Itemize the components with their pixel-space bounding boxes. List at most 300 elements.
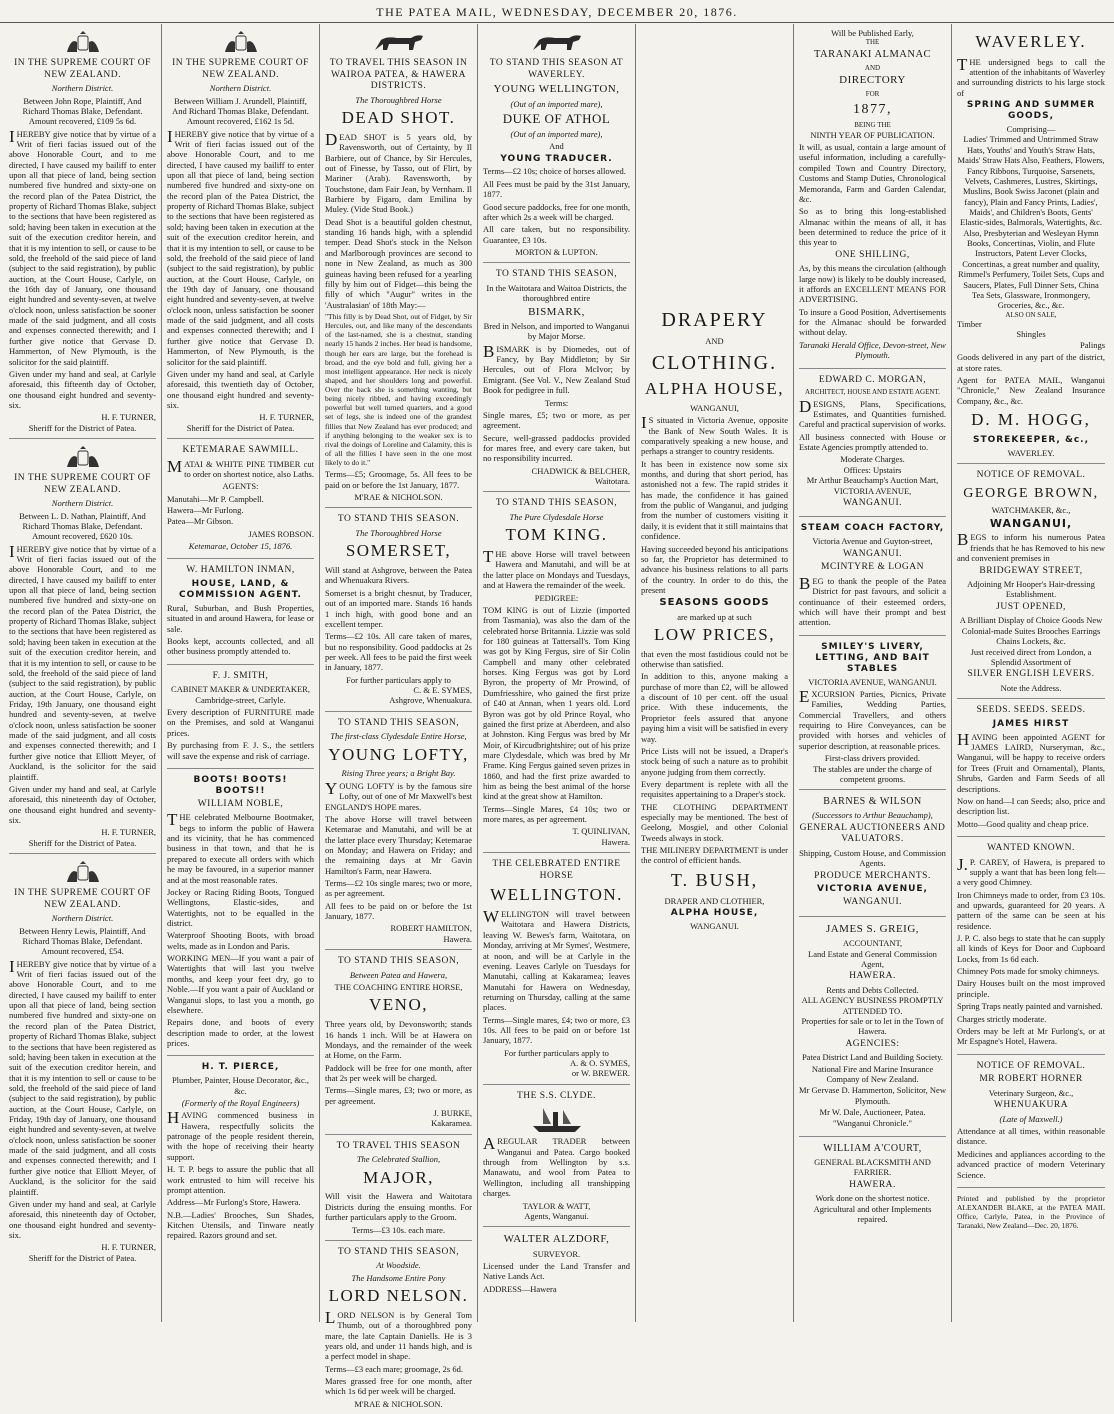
office: Sheriff for the District of Patea.: [186, 422, 295, 433]
ad-heading: NOTICE OF REMOVAL.: [976, 470, 1086, 481]
terms: Terms—Single Mares, £4 10s; two or more mares, as per agreement.: [483, 803, 630, 825]
house-name: ALPHA HOUSE,: [645, 379, 784, 399]
list-item: Mr Gervase D. Hammerton, Solicitor, New Plymouth.: [799, 1085, 946, 1106]
ad-body: Will visit the Hawera and Waitotara Districts during the ensuing months. For further particulars apply to the Groom.: [325, 1191, 472, 1223]
ad-name: F. J. SMITH,: [212, 670, 269, 681]
horse-name-2: DUKE OF ATHOL: [502, 110, 611, 126]
office: Sheriff for the District of Patea.: [28, 1252, 137, 1263]
note: Note the Address.: [1000, 682, 1062, 693]
ad-name: W. HAMILTON INMAN,: [186, 565, 295, 576]
column-6: [794, 24, 952, 1322]
and: And: [549, 141, 564, 152]
ad-title: SURVEYOR.: [532, 1248, 581, 1259]
ad-body-8: Orders may be left at Mr Furlong's, or at Mr Espagne's Hotel, Hawera.: [957, 1025, 1105, 1047]
ad-heading: TO STAND THIS SEASON,: [337, 717, 460, 728]
office: Sheriff for the District of Patea.: [28, 837, 137, 848]
agencies-heading: AGENCIES:: [845, 1038, 900, 1049]
parties: Between Henry Lewis, Plaintiff, And Richard Thomas Blake, Defendant.: [19, 925, 146, 946]
ad-body: EXCURSION Parties, Picnics, Private Families, Wedding Parties, Commercial Travellers, and others requiring to Hire Conveyances, can be provided with horses and vehicles of superior description, at reasonable prices.: [799, 687, 946, 751]
ad-body-2: So as to bring this long-established Almanac within the means of all, it has been determined to reduce the price of it this year to: [799, 206, 946, 248]
terms: Terms—£3 10s. each mare.: [351, 1224, 446, 1235]
ad-body-3: Having succeeded beyond his anticipations so far, the Proprietor has determined to advance his business relations to all parts of the country. In order to do this, the present: [641, 543, 788, 595]
brown-ad: [957, 464, 1105, 699]
goods-list: Ladies' Trimmed and Untrimmed Straw Hats, Youths' and Youth's Straw Hats, Maids' Straw Hats Also, Feathers, Flowers, Fancy Ribbons, Turquoise, Sarsenets, Velvets, Cashmeres, Lustres, Skirtings, Muslins, Book Swiss Jaconet (plain and fancy), Plain and Fancy Prints, Ladies', Maids', and Children's Boots, Gents' Elastic-sides, Balmorals, Watertights, &c.: [957, 134, 1105, 228]
nb: N.B.—Ladies' Brooches, Sun Shades, Kitchen Utensils, and Tinware neatly repaired. Razors ground and set.: [167, 1209, 314, 1241]
ad-body: Three years old, by Devonsworth; stands 16 hands 1 inch. Will be at Hawera on Mondays, and the remainder of the week at Home, on the Farm.: [325, 1019, 472, 1061]
ad-body-7: Charges strictly moderate.: [957, 1013, 1047, 1024]
ad-body-2: The above Horse will travel between Ketemarae and Manutahi, and will be at the latter place every Thursday; Ketemarae on Monday; and Hawera on Friday; and the remaining days at Mr Gavin Hamilton's Farm, near Hawera.: [325, 813, 472, 876]
comprising: Comprising—: [1006, 124, 1056, 135]
column-1: [4, 24, 162, 1322]
directory: DIRECTORY: [839, 74, 906, 87]
ad-body-2: Adjoining Mr Hooper's Hair-dressing Establishment.: [967, 579, 1095, 600]
district: Northern District.: [209, 83, 272, 94]
place: Hawera.: [601, 836, 630, 847]
pierce-ad: [167, 1056, 314, 1247]
ad-body: Attendance at all times, within reasonable distance.: [957, 1126, 1105, 1147]
ad-sub: The Thoroughbred Horse: [355, 527, 442, 538]
ad-heading: KETEMARAE SAWMILL.: [182, 445, 299, 456]
terms: Terms—£2 10s. All care taken of mares, but no responsibility. Good paddocks at 2s per week. All fees to be paid the first week in January, 1877.: [325, 631, 472, 673]
ad-body: THE celebrated Melbourne Bootmaker, begs to inform the public of Hawera and its vicinity, that he has commenced business in that town, and that he is prepared to execute all orders with which he may be favoured, in a superior manner and at the most reasonable rates.: [167, 810, 314, 885]
ad-body-2: Good secure paddocks, free for one month, after which 2s a week will be charged.: [483, 201, 630, 222]
ad-name: MCINTYRE & LOGAN: [821, 562, 924, 573]
ad-name: JAMES HIRST: [992, 718, 1070, 729]
ad-heading: Will be Published Early,: [831, 28, 914, 38]
column-2: [162, 24, 320, 1322]
owner-title: DRAPER AND CLOTHIER,: [664, 895, 765, 906]
price: ONE SHILLING,: [835, 249, 910, 260]
ad-sub: Between Patea and Hawera,: [349, 969, 448, 980]
court-title: IN THE SUPREME COURT OF NEW ZEALAND.: [14, 473, 151, 495]
ad-body: Rural, Suburban, and Bush Properties, situated in and around Hawera, for lease or sale.: [167, 602, 314, 634]
ad-sub: The Celebrated Stallion,: [356, 1154, 441, 1165]
list-item: National Fire and Marine Insurance Company of New Zealand.: [811, 1063, 934, 1084]
list-item: Patea District Land and Building Society.: [801, 1052, 944, 1063]
place: Waitotara.: [595, 476, 630, 487]
hogg-ad: [957, 24, 1105, 464]
ad-body: Every description of FURNITURE made on the Premises, and sold at Wanganui prices.: [167, 707, 314, 738]
ad-title: ARCHITECT, HOUSE AND ESTATE AGENT.: [805, 388, 940, 397]
ad-body-3: Properties for sale or to let in the Town of Hawera.: [801, 1015, 944, 1037]
notice-body: IHEREBY give notice that by virtue of a Writ of fieri facias issued out of the above Honorable Court, and to me directed, I have caused my bailiff to enter upon all that piece of land, being section numbered five hundred and sixty-one on the record plan of the Patea District, the property of Richard Thomas Blake, subject to the sections that have been registered as sold; having been taken in execution at the suit of the execution creditor herein, and that it is my intention to sell, or cause to be sold, the freehold of the said piece of land (subject to the said registration), by public auction, at the Court House, Carlyle, on the 16th day of January, one thousand eight hundred and seventy-seven, at twelve o'clock noon, unless satisfaction be sooner made of the said judgment, and all costs and expenses connected therewith; and I further give notice that Gervase D. Hammerton, of New Plymouth, is the solicitor for the said plaintiff.: [9, 126, 156, 367]
ad-body: It will, as usual, contain a large amount of useful information, including a carefully-compiled Town and Country Directory, Customs and Stamp Duties, Chronological Memoranda, Farm and Garden Calendar, &c.: [799, 142, 946, 204]
place: WANGANUI,: [690, 402, 739, 413]
ad-body-4: Just received direct from London, a Splendid Assortment of: [970, 646, 1092, 667]
signature: J. BURKE,: [433, 1108, 472, 1119]
horse-name: VENO,: [369, 995, 428, 1015]
ad-sub: (Out of an imported mare),: [510, 98, 603, 109]
ad-body-2: Iron Chimneys made to order, from £3 10s. and upwards, guaranteed for 20 years. A pattern of the same can be seen at his residence.: [957, 889, 1105, 931]
place: WANGANUI,: [989, 517, 1073, 531]
ad-sub: (Late of Maxwell.): [999, 1113, 1063, 1124]
ad-sub-2: (Out of an imported mare),: [510, 128, 603, 139]
ad-body: MATAI & WHITE PINE TIMBER cut to order on shortest notice, also Laths.: [167, 456, 314, 479]
given: Given under my hand and seal, at Carlyle aforesaid, this fifteenth day of October, one thousand eight hundred and seventy-six.: [9, 368, 156, 410]
ad-body-2: By purchasing from F. J. S., the settlers will save the expense and risk of carriage.: [167, 740, 314, 761]
offices: Offices: Upstairs: [843, 464, 902, 475]
further: For further particulars apply to: [504, 1047, 609, 1058]
ad-body: LORD NELSON is by General Tom Thumb, out of a thoroughbred pony mare, the late Captain Daniells. He is 3 years old, and under 11 hands high, and is a perfect model in shape.: [325, 1307, 472, 1362]
ad-heading: TO STAND THIS SEASON,: [495, 269, 618, 280]
column-7: [952, 24, 1110, 1322]
ad-name: EDWARD C. MORGAN,: [818, 374, 927, 385]
signature: T. QUINLIVAN,: [572, 826, 630, 837]
ad-body-5: Repairs done, and boots of every description made to order, at the lowest prices.: [167, 1017, 314, 1048]
signature: H. F. TURNER,: [259, 412, 314, 423]
ad-sub-2: Rising Three years; a Bright Bay.: [341, 768, 456, 779]
marked: are marked up at such: [677, 611, 752, 622]
ad-heading: NOTICE OF REMOVAL.: [976, 1060, 1086, 1071]
ad-body-3: The stables are under the charge of competent grooms.: [813, 763, 932, 784]
terms: Terms—Single mares, £3; two or more, as per agreement.: [325, 1085, 472, 1106]
ad-body-8: THE CLOTHING DEPARTMENT especially may be mentioned. The best of Geelong, Mosgiel, and other Colonial Tweeds always in stock.: [641, 801, 788, 843]
ad-heading: THE S.S. CLYDE.: [516, 1090, 597, 1101]
horse-name: SOMERSET,: [345, 541, 452, 561]
ad-heading: TO STAND THIS SEASON AT WAVERLEY.: [489, 58, 624, 80]
signature-2: or W. BREWER.: [571, 1068, 630, 1079]
horner-ad: [957, 1055, 1105, 1188]
ad-heading: TO STAND THIS SEASON.: [337, 514, 460, 525]
ad-body-3: Moderate Charges.: [840, 454, 905, 465]
young-lofty-ad: [325, 712, 472, 950]
imprint: [957, 1188, 1105, 1238]
address: Address—Mr Furlong's Store, Hawera.: [167, 1197, 301, 1208]
major-ad: [325, 1135, 472, 1241]
court-notice-4: [167, 24, 314, 439]
list-item: "Wanganui Chronicle.": [833, 1118, 912, 1129]
ad-body: THE undersigned begs to call the attention of the inhabitants of Waverley and surrounding districts to his large stock of: [957, 54, 1105, 98]
ad-body-2: Paddock will be free for one month, after that 2s per week will be charged.: [325, 1062, 472, 1083]
ad-name: WILLIAM NOBLE,: [197, 798, 284, 809]
place: WANGANUI.: [842, 497, 903, 508]
and: AND: [705, 336, 724, 347]
ad-name: WILLIAM A'COURT,: [823, 1142, 922, 1154]
royal-arms-icon: [63, 30, 103, 56]
signature: C. & E. SYMES,: [413, 685, 472, 696]
ad-body-2: H. T. P. begs to assure the public that all work entrusted to him will receive his prompt attention.: [167, 1164, 314, 1195]
agent: Agent for PATEA MAIL, Wanganui "Chronicle," New Zealand Insurance Company, &c., &c.: [957, 374, 1105, 406]
district: Northern District.: [51, 498, 114, 509]
list-item: Mr W. Dale, Auctioneer, Patea.: [819, 1107, 926, 1118]
ad-body: DEAD SHOT is 5 years old, by Ravensworth, out of Certainty, by Il Barbiere, out of Chance, by Sir Hercules, out of Finesse, by Tasso, out of Flirt, by Mariner (Arab). Ravensworth, by Touchstone, dam Fair Jean, by Vernham. Il Barbiere by Figaro, dam Emilina by Muley. (Vide Stud Book.): [325, 129, 472, 215]
horse-name: MAJOR,: [363, 1167, 434, 1187]
columns: [4, 24, 1110, 1409]
ad-body-2: Agricultural and other Implements repaired.: [813, 1203, 932, 1224]
terms: Terms—Single mares, £4; two or more, £3 10s. All fees to be paid on or before 1st January, 1877.: [483, 1014, 630, 1046]
ad-heading: WAVERLEY.: [975, 32, 1087, 51]
ad-body: BEGS to inform his numerous Patea friends that he has Removed to his new and convenient premises in: [957, 530, 1105, 564]
horse-name-3: YOUNG TRADUCER.: [500, 153, 613, 164]
ad-name: D. M. HOGG,: [971, 409, 1091, 429]
dead-shot-ad: [325, 24, 472, 508]
ad-body: IS situated in Victoria Avenue, opposite the Bank of New South Wales. It is comparatively speaking a new house, and perhaps a stranger to country residents.: [641, 413, 788, 457]
timber: Timber: [957, 319, 982, 330]
ad-body-3: All care taken, but no responsibility. Guarantee, £3 10s.: [483, 224, 630, 245]
address: VICTORIA AVENUE,: [817, 884, 928, 895]
for: FOR: [865, 89, 880, 98]
ad-sub: At Woodside.: [376, 1260, 421, 1271]
signature: MORTON & LUPTON.: [515, 246, 598, 257]
court-title: IN THE SUPREME COURT OF NEW ZEALAND.: [14, 888, 151, 910]
signature: M'RAE & NICHOLSON.: [354, 492, 443, 503]
court-title: IN THE SUPREME COURT OF NEW ZEALAND.: [14, 58, 151, 80]
ad-body-3: A Brilliant Display of Choice Goods New Colonial-made Suites Brooches Earrings Chains Lockets, &c.: [959, 615, 1103, 647]
hirst-ad: [957, 699, 1105, 837]
ad-body-6: Spring Traps neatly painted and varnished.: [957, 1001, 1103, 1012]
ad-body-5: Dairy Houses built on the most improved principle.: [957, 978, 1105, 999]
terms: Terms—£2 10s single mares; two or more, as per agreement.: [325, 878, 472, 899]
place: WANGANUI.: [842, 548, 903, 559]
being: BEING THE: [854, 121, 891, 130]
signature: TAYLOR & WATT,: [522, 1200, 591, 1211]
ad-body-2: Books kept, accounts collected, and all other business promptly attended to.: [167, 636, 314, 657]
ad-title: Veterinary Surgeon, &c.,: [988, 1087, 1074, 1098]
horse-name: LORD NELSON.: [328, 1286, 469, 1306]
ad-body-7: Every department is replete with all the requisites appertaining to a Draper's stock.: [641, 778, 788, 800]
parties: Between John Rope, Plaintiff, And Richard Thomas Blake, Defendant.: [22, 95, 143, 116]
ad-body-4: To insure a Good Position, Advertisements for the Almanac should be forwarded without delay.: [799, 306, 946, 338]
inman-ad: [167, 559, 314, 664]
ad-title: CABINET MAKER & UNDERTAKER, Cambridge-street, Carlyle.: [171, 684, 310, 705]
alzdorf-ad: [483, 1227, 630, 1301]
ad-heading: BOOTS! BOOTS! BOOTS!!: [193, 774, 288, 796]
steamship-icon: [529, 1104, 585, 1134]
signature: H. F. TURNER,: [101, 412, 156, 423]
ad-sub: (Formerly of the Royal Engineers): [181, 1097, 300, 1108]
ad-title: HOUSE, LAND, & COMMISSION AGENT.: [179, 579, 302, 601]
court-notice-3: [9, 854, 156, 1268]
signature: A. & O. SYMES,: [570, 1058, 630, 1069]
ad-body: Licensed under the Land Transfer and Native Lands Act.: [483, 1261, 630, 1282]
opened: JUST OPENED,: [996, 601, 1066, 612]
ad-body-9: THE MILINERY DEPARTMENT is under the control of efficient hands.: [641, 845, 788, 866]
ad-body-2: Mares grassed free for one month, after which 1s 6d per week will be charged.: [325, 1376, 472, 1397]
notice-body: IHEREBY give notice that by virtue of a Writ of fieri facias issued out of the above Honorable Court, and to me directed, I have caused my bailiff to enter upon all that piece of land, being section numbered five hundred and sixty-one on the record plan of the Patea District, the property of Richard Thomas Blake, subject to the sections that have been registered as sold; having been taken in execution at the suit of the execution creditor herein, and that it is my intention to sell, or cause to be sold, the freehold of the said piece of land (subject to the said registration), by public auction, at the Court House, Carlyle, on Friday, 19th January, one thousand eight hundred and seventy-seven, at twelve o'clock noon, unless satisfaction be sooner made of the said judgment, and all costs and expenses connected therewith; and I further give notice that Elliott Meyer, of Auckland, is the solicitor for the said plaintiff.: [9, 541, 156, 782]
horse-name: TOM KING.: [505, 525, 608, 545]
ad-body-2: All business connected with House or Estate Agencies promptly attended to.: [799, 431, 946, 453]
acourt-ad: [799, 1137, 946, 1230]
ad-title: GENERAL BLACKSMITH AND FARRIER.: [814, 1156, 931, 1178]
ad-sub: In the Waitotara and Waitoa Districts, the thoroughbred entire: [486, 282, 627, 304]
coach-factory-ad: [799, 517, 946, 635]
clyde-ad: [483, 1085, 630, 1227]
low-prices: LOW PRICES,: [653, 624, 776, 644]
ad-body-2: Somerset is a bright chesnut, by Traducer, out of an imported mare. Stands 16 hands 1 inch high, with good bone and an excellent temper.: [325, 587, 472, 629]
ad-heading: STEAM COACH FACTORY,: [800, 523, 945, 534]
ad-body-4: Mr Arthur Beauchamp's Auction Mart, VICTORIA AVENUE,: [806, 475, 939, 496]
ad-heading: TO TRAVEL THIS SEASON: [336, 1140, 461, 1151]
address: ADDRESS—Hawera: [483, 1283, 557, 1294]
waverley-stallions-ad: [483, 24, 630, 263]
the: THE: [865, 38, 880, 47]
ad-body: HAVING commenced business in Hawera, respectfully solicits the patronage of the people resident therein, with the hope of receiving their hearty support.: [167, 1108, 314, 1162]
smiley-ad: [799, 636, 946, 791]
signature: H. F. TURNER,: [101, 1242, 156, 1253]
seeds-heading: SEEDS. SEEDS. SEEDS.: [976, 705, 1086, 716]
place: HAWERA.: [849, 1179, 896, 1190]
notice-body: IHEREBY give notice that by virtue of a Writ of fieri facias issued out of the above Honorable Court, and to me directed, I have caused my bailiff to enter upon all that piece of land, being section numbered five hundred and sixty-one on the record plan of the Patea District, the property of Richard Thomas Blake, subject to the sections that have been registered as sold; having been taken in execution at the suit of the execution creditor herein, and that it is my intention to sell, or cause to be sold, the freehold of the said piece of land (subject to the said registration), by public auction, at the Court House, Carlyle, on the 19th day of January, one thousand eight hundred and seventy-seven, at twelve o'clock noon, unless satisfaction be sooner made of the said judgment, and all costs and expenses connected therewith; and I further give notice that Gervase D. Hammerton, of New Plymouth, is the solicitor for the said plaintiff.: [167, 126, 314, 367]
wellington-ad: [483, 853, 630, 1085]
amount: Amount recovered, £620 10s.: [32, 531, 133, 542]
royal-arms-icon: [221, 30, 261, 56]
ketemarae-sawmill-ad: [167, 439, 314, 559]
alpha-house-ad: [641, 24, 788, 936]
ad-heading: TO STAND THIS SEASON,: [337, 956, 460, 967]
ad-body: BISMARK is by Diomedes, out of Fancy, by Bay Middleton; by Sir Hercules, out of Flora McIvor; by Emigrant. (See Vol. V., New Zealand Stud Book for pedigree in full.: [483, 341, 630, 396]
also-list: Also, Presbyterian and Wesleyan Hymn Books, Concertinas, Violin, and Flute Instructors, Patent Lever Clocks, Concertinas, a great number and quality, Rimmel's Perfumery, Toilet Sets, Cups and Saucers, Plates, Full Dinner Sets, China Tea Sets, Glassware, Ironmongery, Groceries, &c., &c.: [958, 227, 1104, 311]
agents-label: AGENTS:: [222, 481, 259, 492]
terms-heading: Terms:: [544, 397, 569, 408]
ad-heading: TO STAND THIS SEASON,: [337, 1246, 460, 1257]
timber-row: [957, 319, 1105, 350]
given: Given under my hand and seal, at Carlyle aforesaid, this nineteenth day of October, one thousand eight hundred and seventy-six.: [9, 1198, 156, 1240]
ad-title: Plumber, Painter, House Decorator, &c., &c.: [171, 1075, 310, 1096]
street: BRIDGEWAY STREET,: [979, 565, 1083, 576]
ad-body-2: Now on hand—I can Seeds; also, price and description list.: [957, 795, 1105, 817]
horse-name: WELLINGTON.: [490, 885, 623, 905]
given: Given under my hand and seal, at Carlyle aforesaid, this twentieth day of October, one thousand eight hundred and seventy-six.: [167, 368, 314, 410]
and: AND: [864, 63, 881, 72]
ad-heading: SMILEY'S LIVERY, LETTING, AND BAIT STABLES: [815, 641, 930, 674]
terms: Single mares, £5; two or more, as per agreement.: [483, 409, 630, 431]
royal-arms-icon: [63, 445, 103, 471]
lord-nelson-ad: [325, 1241, 472, 1414]
further: For further particulars apply to: [346, 674, 451, 685]
ad-body: DESIGNS, Plans, Specifications, Estimates, and Quantities furnished. Careful and practical supervision of works.: [799, 396, 946, 430]
ad-body-4: WORKING MEN—If you want a pair of Watertights that will last you twelve months, and keep your feet dry, go to Noble.—If you want a pair of Auckland or Wanganui slops, to last you a month, go elsewhere.: [167, 953, 314, 1015]
terms-2: All fees to be paid on or before the 1st January, 1877.: [325, 900, 472, 922]
court-notice-1: [9, 24, 156, 439]
somerset-ad: [325, 508, 472, 711]
given: Given under my hand and seal, at Carlyle aforesaid, this nineteenth day of October, one thousand eight hundred and seventy-six.: [9, 783, 156, 825]
horse-name: BISMARK,: [528, 305, 585, 318]
smith-ad: [167, 665, 314, 769]
ninth: NINTH YEAR OF PUBLICATION.: [810, 129, 935, 140]
ad-body-3: J. P. C. also begs to state that he can supply all kinds of Keys for Door and Cupboard Locks, from 1s 6d each.: [957, 933, 1105, 964]
year: 1877,: [853, 102, 892, 118]
ad-body-2: Secure, well-grassed paddocks provided for mares free, and every care taken, but no responsibility incurred.: [483, 432, 630, 464]
parties: Between William J. Arundell, Plaintiff, And Richard Thomas Blake, Defendant.: [172, 95, 309, 116]
district: Northern District.: [51, 913, 114, 924]
quote: "This filly is by Dead Shot, out of Fidget, by Sir Hercules, out, and like many of the descendants of the last-named, she is a chestnut, standing nearly 15 hands 2 inches. Her head is handsome, though her ears are large, but the forehead is broad, and the eye bold and full, giving her a most intelligent appearance. Her neck is nicely shaped, and her shoulders long and powerful. Over the back she is something wanting, but being nicely ribbed, and having exceedingly powerful but well turned quarters, and a good set of legs, she is indeed one of the grandest fillies that New Zealand has ever produced; and if anything belonging to the weaker sex is to rival the doings of Loreline and Calamity, this is of all the fillies I have seen in the one most likely to do it.": [325, 311, 472, 468]
ad-title: TARANAKI ALMANAC: [813, 48, 932, 60]
place: HAWERA.: [849, 971, 896, 982]
ad-heading: TO STAND THIS SEASON,: [495, 498, 618, 509]
signature: M'RAE & NICHOLSON.: [354, 1398, 443, 1409]
ad-sub: Victoria Avenue and Guyton-street,: [812, 536, 933, 547]
notice-body: IHEREBY give notice that by virtue of a Writ of fieri facias issued out of the above Honorable Court, and to me directed, I have caused my bailiff to enter upon all that piece of land, being section numbered five hundred and sixty-one on the record plan of the Patea District, property of Richard Thomas Blake, subject to the sections that have been registered as sold; having been taken in execution at the suit of the execution creditor herein, and that it is my intention to sell or cause to be sold, the freehold of the said piece of land (subject to the said registration), by public auction, at the Court House, Carlyle, on Friday, 19th day of January, one thousand eight hundred and seventy-seven, at twelve o'clock noon, unless satisfaction be sooner made of the said judgment, and all costs and expenses connected therewith; and I further give notice that Elliott Meyer, of Auckland, is the solicitor for the said plaintiff.: [9, 956, 156, 1197]
shingles: Shingles: [1016, 329, 1046, 340]
ad-name: GEORGE BROWN,: [963, 485, 1099, 501]
motto: Motto—Good quality and cheap price.: [957, 818, 1089, 829]
carey-ad: [957, 837, 1105, 1055]
ad-body: HAVING been appointed AGENT for JAMES LAIRD, Nurseryman, &c., Wanganui, will be happy to receive orders for Trees (Fruit and Ornamental), Plants, Shrubs, Garden and Farm Seeds of all descriptions.: [957, 729, 1105, 794]
ad-sub: The Pure Clydesdale Horse: [509, 512, 604, 523]
terms: Terms—£3 each mare; groomage, 2s 6d.: [325, 1363, 463, 1374]
ad-body-2: Jockey or Racing Riding Boots, Tongued Wellingtons, Elastic-sides, and Watertights, not to be equalled in the district.: [167, 886, 314, 928]
place: WANGANUI.: [842, 897, 903, 908]
pedigree-heading: PEDIGREE:: [534, 592, 579, 603]
noble-ad: [167, 769, 314, 1056]
imprint-text: Printed and published by the proprietor ALEXANDER BLAKE, at the PATEA MAIL Office, Carlyle, Patea, in the Province of Taranaki, New Zealand—Dec. 20, 1876.: [957, 1193, 1105, 1231]
ad-body-5: In addition to this, anyone making a purchase of more than £2, will be allowed a discount of 10 per cent. off the usual price. With these inducements, the Proprietor feels assured that anyone paying him a visit will be satisfied in every way.: [641, 671, 788, 744]
masthead: THE PATEA MAIL, WEDNESDAY, DECEMBER 20, 1876.: [0, 2, 1114, 23]
ad-sub: The first-class Clydesdale Entire Horse,: [330, 731, 467, 742]
drapery-word: DRAPERY: [661, 309, 768, 331]
horse-name: YOUNG WELLINGTON,: [493, 83, 620, 96]
district: Northern District.: [51, 83, 114, 94]
ad-body-2: Goods delivered in any part of the district, at store rates.: [957, 352, 1105, 373]
tom-king-ad: [483, 492, 630, 853]
ad-heading: WANTED KNOWN.: [987, 842, 1075, 853]
bismark-ad: [483, 263, 630, 492]
ad-heading: TO TRAVEL THIS SEASON IN WAIROA PATEA, & HAWERA DISTRICTS.: [329, 58, 468, 92]
ad-body-2: Dead Shot is a beautiful golden chestnut, standing 16 hands high, with a splendid temper. Dead Shot's stock in the Nelson and Marlborough provinces are second to none in New Zealand, as much as 300 guineas having been refused for a yearling filly by him out of Fidget—this being the filly of which "Augur" writes in the 'Australasian' of 18th May:—: [325, 216, 472, 310]
royal-arms-icon: [63, 860, 103, 886]
amount: Amount recovered, £162 1s 5d.: [186, 116, 295, 127]
signature: H. F. TURNER,: [101, 827, 156, 838]
sale-heading: ALSO ON SALE,: [1005, 310, 1057, 319]
place: WHENUAKURA: [993, 1100, 1069, 1111]
ad-heading: THE CELEBRATED ENTIRE HORSE: [492, 859, 621, 881]
ad-body: Shipping, Custom House, and Commission Agents.: [799, 847, 946, 869]
ad-body-2: TOM KING is out of Lizzie (imported from Tasmania), was also the dam of the celebrated horse Britannia. Lizzie was sold for 180 guineas at Tattersall's. Tom King was got by King Fergus, sire of Sir Colin Campbell and many other celebrated horses. King Fergus was got by Lord Byron, the property of Mr Prowind, of Dumfriesshire, who gained the first prize of £40 at Annan, when 1 years old. Lord Byron was got by old Prince Royal, who gained the first prize at Aberdeen, and also at Johnston. King Fergus was bred by Mr Moir, of Kircudbrightshire; out of his prize mare Clydesdale, which was bred by Mr Frame. King Fergus gained seven prizes in 1860, and had the first prize awarded to him as being the best animal of the horse kind at the great show at Hamilton.: [483, 604, 630, 802]
ad-sub: VICTORIA AVENUE, WANGANUI.: [808, 676, 937, 687]
column-3: [320, 24, 478, 1409]
list-item: Patea—Mr Gibson.: [167, 516, 234, 527]
greig-ad: [799, 917, 946, 1137]
ad-body-2: ALL AGENCY BUSINESS PROMPTLY ATTENDED TO.: [801, 995, 944, 1016]
place-2: WANGANUI.: [690, 921, 739, 932]
ad-name: H. T. PIERCE,: [201, 1062, 280, 1073]
ad-body-4: that even the most fastidious could not be otherwise than satisfied.: [641, 648, 788, 669]
palings: Palings: [1079, 339, 1105, 350]
office: Sheriff for the District of Patea.: [28, 422, 137, 433]
ad-sub: (Successors to Arthur Beauchamp),: [812, 810, 933, 821]
horse-name: YOUNG LOFTY,: [328, 744, 469, 764]
ad-body-3: As, by this means the circulation (although large now) is likely to be doubly increased, it affords an EXCELLENT MEANS FOR ADVERTISING.: [799, 263, 946, 305]
ad-body: Rents and Debts Collected.: [826, 984, 919, 995]
ad-title: WATCHMAKER, &c.,: [991, 504, 1071, 515]
ad-body-4: Chimney Pots made for smoky chimneys.: [957, 966, 1100, 977]
column-5: [636, 24, 794, 1322]
ad-name: WALTER ALZDORF,: [503, 1233, 610, 1246]
place: Agents, Wanganui.: [524, 1210, 589, 1221]
amount: Amount recovered, £109 5s 6d.: [28, 116, 137, 127]
almanac-ad: [799, 24, 946, 369]
ad-sub-2: Bred in Nelson, and imported to Wanganui by Major Morse.: [483, 321, 630, 342]
address: Taranaki Herald Office, Devon-street, New Plymouth.: [799, 339, 946, 361]
produce: PRODUCE MERCHANTS.: [814, 870, 931, 881]
barnes-wilson-ad: [799, 790, 946, 917]
parties: Between L. D. Nathan, Plaintiff, And Richard Thomas Blake, Defendant.: [19, 510, 146, 531]
ad-sub: Land Estate and General Commission Agent,: [808, 948, 937, 969]
ad-title: GENERAL AUCTIONEERS AND VALUATORS.: [799, 822, 946, 845]
ad-body: Work done on the shortest notice.: [815, 1193, 930, 1204]
ad-body-2: Medicines and appliances according to the advanced practice of modern Veterinary Science.: [957, 1148, 1105, 1180]
place: WAVERLEY.: [1007, 447, 1055, 458]
list-item: Manutahi—Mr P. Campbell.: [167, 493, 264, 504]
ad-body: Will stand at Ashgrove, between the Patea and Whenuakura Rivers.: [325, 565, 472, 586]
levers: SILVER ENGLISH LEVERS.: [967, 669, 1095, 680]
ad-body-2: It has been in existence now some six months, and during that short period, has astonished not a few. The rapid strides it has made, the confidence it has gained from the public of Wanganui, and judging from the number of customers visiting it daily, it is evident that it still maintains that confidence.: [641, 458, 788, 542]
ad-body: BEG to thank the people of the Patea District for past favours, and solicit a continuance of their esteemed orders, which will have their prompt and best attention.: [799, 573, 946, 628]
terms: Terms—£5; Groomage, 5s. All fees to be paid on or before the 1st January, 1877.: [325, 469, 472, 490]
morgan-ad: [799, 369, 946, 518]
place: Hawera.: [443, 933, 472, 944]
horse-icon: [525, 30, 589, 56]
